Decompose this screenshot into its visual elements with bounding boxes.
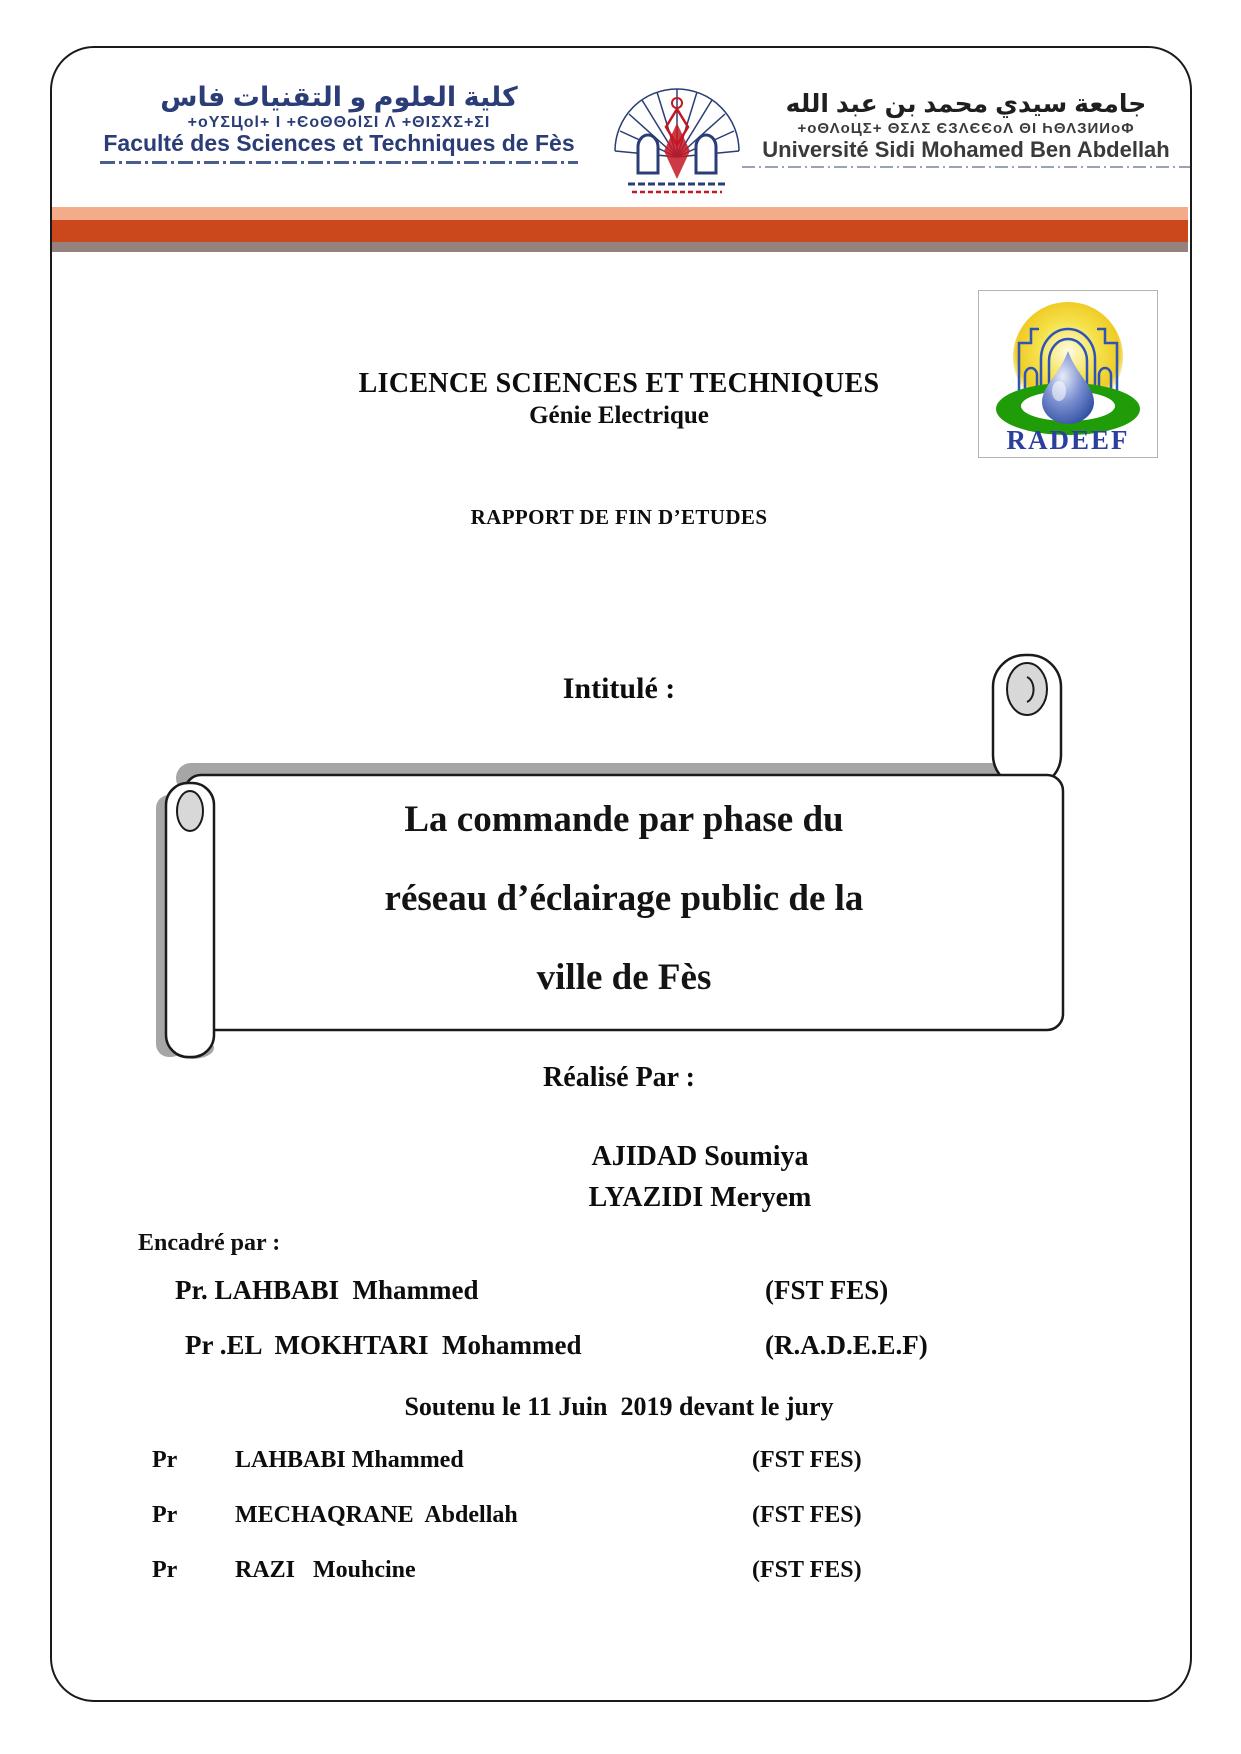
report-title-line-1: La commande par phase du [404, 799, 844, 840]
jury-name: MECHAQRANE Abdellah [235, 1502, 518, 1528]
jury-row [0, 1557, 1241, 1597]
university-name-arabic: جامعة سيدي محمد بن عبد الله [785, 90, 1147, 118]
report-title-line-3: ville de Fès [536, 957, 712, 998]
university-name-tifinagh: +oΘΛoЦΣ+ ΘΣΛΣ ЄЗΛЄЄoΛ ΘI ҺΘΛЗИИoΦ [797, 120, 1135, 137]
supervisor-affiliation: (R.A.D.E.E.F) [765, 1330, 928, 1360]
report-type: RAPPORT DE FIN D’ETUDES [470, 505, 768, 529]
jury-name: LAHBABI Mhammed [235, 1447, 464, 1473]
jury-title: Pr [152, 1502, 178, 1528]
author-name: AJIDAD Soumiya [591, 1141, 809, 1172]
university-emblem-logo [598, 64, 756, 208]
university-header [742, 88, 1190, 168]
degree-title: LICENCE SCIENCES ET TECHNIQUES [358, 368, 880, 399]
emblem-caption-lines [628, 184, 726, 192]
report-title [185, 780, 1063, 1017]
supervisor-name: Pr. LAHBABI Mhammed [175, 1275, 479, 1305]
faculty-underline [100, 161, 578, 164]
jury-title: Pr [152, 1447, 178, 1473]
radeef-wordmark: RADEEF [1006, 425, 1130, 455]
faculty-name-arabic: كلية العلوم و التقنيات فاس [160, 82, 518, 112]
supervisor-row [0, 1275, 1241, 1315]
author-name: LYAZIDI Meryem [588, 1182, 812, 1213]
defense-statement: Soutenu le 11 Juin 2019 devant le jury [404, 1392, 834, 1421]
university-underline [742, 166, 1190, 168]
report-title-line-2: réseau d’éclairage public de la [384, 878, 864, 919]
jury-affiliation: (FST FES) [752, 1502, 862, 1528]
jury-row [0, 1447, 1241, 1487]
supervisor-row [0, 1330, 1241, 1370]
emblem-red-ornament [664, 98, 690, 179]
faculty-name-french: Faculté des Sciences et Techniques de Fès [103, 130, 575, 156]
specialty-title: Génie Electrique [529, 402, 709, 429]
university-name-french: Université Sidi Mohamed Ben Abdellah [762, 137, 1170, 162]
realise-par-label: Réalisé Par : [543, 1062, 695, 1093]
jury-row [0, 1502, 1241, 1542]
supervisor-affiliation: (FST FES) [765, 1275, 889, 1305]
supervisor-name: Pr .EL MOKHTARI Mohammed [185, 1330, 582, 1360]
divider-strip-gray [52, 242, 1188, 252]
divider-strip-salmon [52, 207, 1188, 220]
jury-affiliation: (FST FES) [752, 1447, 862, 1473]
jury-name: RAZI Mouhcine [235, 1557, 416, 1583]
scroll-right-curl [993, 655, 1061, 787]
header-divider-bar [52, 207, 1188, 252]
encadre-par-label: Encadré par : [138, 1230, 281, 1256]
jury-title: Pr [152, 1557, 178, 1583]
jury-affiliation: (FST FES) [752, 1557, 862, 1583]
divider-strip-orange [52, 220, 1188, 242]
faculty-header [100, 80, 578, 164]
intitule-label: Intitulé : [562, 672, 676, 705]
authors-list [260, 1136, 1140, 1218]
faculty-name-tifinagh: +oYΣЦol+ I +ЄoΘΘolΣI Λ +ΘIΣXΣ+ΣI [187, 114, 491, 131]
